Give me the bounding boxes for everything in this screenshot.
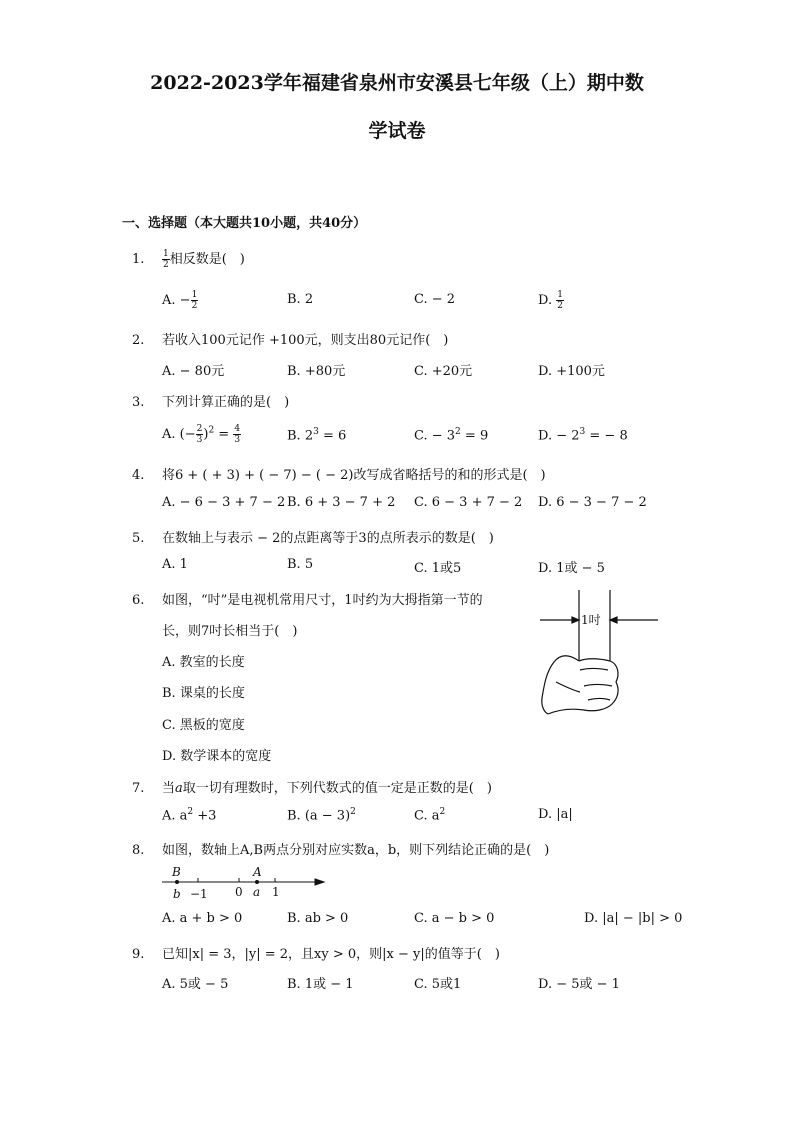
q3-option-a: A. (− $\frac{2}{3}$ )$^2$ = $\frac{4}{3}$ xyxy=(162,424,241,445)
q7-option-d: D. |a| xyxy=(538,807,573,822)
q8-option-b: B. ab > 0 xyxy=(287,911,349,926)
question-4: 4. 将6 + ( + 3) + ( − 7) − ( − 2)改写成省略括号的和的形式是( ) xyxy=(132,468,546,483)
label-B: B xyxy=(172,865,181,879)
point-a xyxy=(255,880,259,884)
q1-option-a: A. − $\frac{1}{2}$ xyxy=(162,290,198,311)
q9-option-b: B. 1或 − 1 xyxy=(287,977,354,992)
q5-option-c: C. 1或5 xyxy=(414,561,462,576)
section-heading: 一、选择题（本大题共10小题，共40分） xyxy=(122,216,367,231)
q9-option-c: C. 5或1 xyxy=(414,977,462,992)
q2-option-b: B. +80元 xyxy=(287,364,346,379)
q5-option-b: B. 5 xyxy=(287,557,314,572)
figure-label: 1吋 xyxy=(581,613,601,627)
point-b xyxy=(175,880,179,884)
title-line-2: 学试卷 xyxy=(368,120,426,142)
fraction: $\frac{1}{2}$ xyxy=(163,249,169,270)
title-line-1: 2022-2023学年福建省泉州市安溪县七年级（上）期中数 xyxy=(150,72,644,94)
q5-option-d: D. 1或 − 5 xyxy=(538,561,605,576)
question-stem: 将6 + ( + 3) + ( − 7) − ( − 2)改写成省略括号的和的形式是( ) xyxy=(162,468,546,483)
question-stem: 下列计算正确的是( ) xyxy=(162,395,290,410)
q1-option-c: C. − 2 xyxy=(414,292,456,307)
q1-option-b: B. 2 xyxy=(287,292,314,307)
question-7: 7. 当a取一切有理数时，下列代数式的值一定是正数的是( ) xyxy=(132,781,492,796)
q6-option-b: B. 课桌的长度 xyxy=(162,686,245,701)
q4-option-d: D. 6 − 3 − 7 − 2 xyxy=(538,495,647,510)
label-zero: 0 xyxy=(235,885,243,899)
question-9: 9. 已知|x| = 3，|y| = 2，且xy > 0，则|x − y|的值等于( ) xyxy=(132,947,500,962)
q2-option-d: D. +100元 xyxy=(538,364,605,379)
question-stem: 如图，“吋”是电视机常用尺寸，1吋约为大拇指第一节的 xyxy=(162,593,483,608)
q4-option-a: A. − 6 − 3 + 7 − 2 xyxy=(162,495,286,510)
q4-option-c: C. 6 − 3 + 7 − 2 xyxy=(414,495,523,510)
number-line-figure xyxy=(160,862,330,902)
q8-option-a: A. a + b > 0 xyxy=(162,911,243,926)
q4-option-b: B. 6 + 3 − 7 + 2 xyxy=(287,495,396,510)
q7-option-c: C. $a^2$ xyxy=(414,807,446,824)
question-number: 1. xyxy=(132,252,145,267)
question-5: 5. 在数轴上与表示 − 2的点距离等于3的点所表示的数是( ) xyxy=(132,531,494,546)
q6-option-d: D. 数学课本的宽度 xyxy=(162,749,272,764)
question-6: 6. 如图，“吋”是电视机常用尺寸，1吋约为大拇指第一节的 xyxy=(132,593,483,608)
question-3: 3. 下列计算正确的是( ) xyxy=(132,395,290,410)
q3-option-d: D. − $2^3$ = − 8 xyxy=(538,427,628,444)
question-stem: 在数轴上与表示 − 2的点距离等于3的点所表示的数是( ) xyxy=(162,531,494,546)
question-1 xyxy=(132,248,245,270)
q6-option-a: A. 教室的长度 xyxy=(162,655,245,670)
label-a: a xyxy=(253,885,261,899)
question-8: 8. 如图，数轴上A,B两点分别对应实数a，b，则下列结论正确的是( ) xyxy=(132,843,550,858)
question-stem: 相反数是( ) xyxy=(169,252,245,267)
question-2: 2. 若收入100元记作 +100元，则支出80元记作( ) xyxy=(132,333,449,348)
thumb-inch-figure xyxy=(536,586,662,718)
q3-option-b: B. $2^3 = 6$ xyxy=(287,427,347,444)
question-stem: 若收入100元记作 +100元，则支出80元记作( ) xyxy=(162,333,449,348)
q7-option-a: A. $a^2 +3$ xyxy=(162,807,217,824)
q5-option-a: A. 1 xyxy=(162,557,188,572)
q1-option-d: D. $\frac{1}{2}$ xyxy=(538,290,563,311)
label-one: 1 xyxy=(272,885,280,899)
label-b: b xyxy=(173,887,181,901)
question-stem: 如图，数轴上A,B两点分别对应实数a，b，则下列结论正确的是( ) xyxy=(162,843,550,858)
q2-option-a: A. − 80元 xyxy=(162,364,225,379)
q6-option-c: C. 黑板的宽度 xyxy=(162,718,245,733)
q6-stem-line-2: 长，则7吋长相当于( ) xyxy=(162,624,298,639)
q9-option-a: A. 5或 − 5 xyxy=(162,977,229,992)
q2-option-c: C. +20元 xyxy=(414,364,473,379)
q9-option-d: D. − 5或 − 1 xyxy=(538,977,620,992)
q3-option-c: C. − $3^2 = 9$ xyxy=(414,427,489,444)
q8-option-c: C. a − b > 0 xyxy=(414,911,495,926)
question-stem: 已知|x| = 3，|y| = 2，且xy > 0，则|x − y|的值等于( ) xyxy=(162,947,500,962)
label-minus-one: −1 xyxy=(190,887,208,901)
q7-option-b: B. $(a - 3)^2$ xyxy=(287,807,356,824)
label-A: A xyxy=(253,865,262,879)
q8-option-d: D. |a| − |b| > 0 xyxy=(584,911,683,926)
